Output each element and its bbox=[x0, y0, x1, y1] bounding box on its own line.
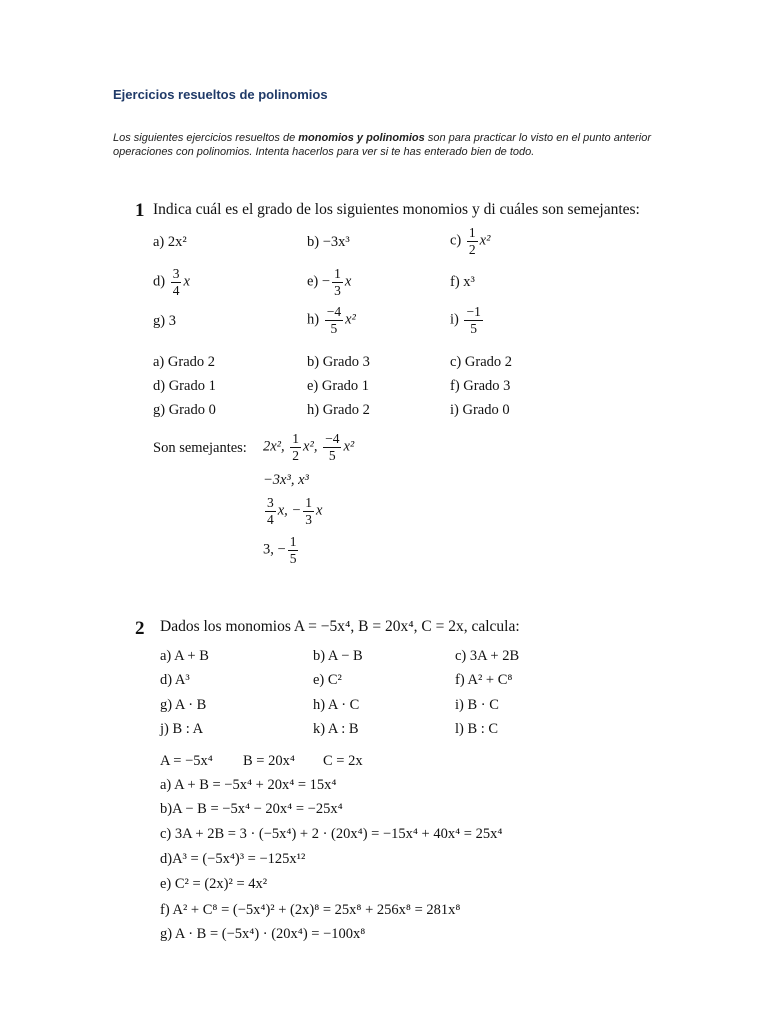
fraction-numerator: 1 bbox=[334, 266, 341, 281]
fraction bbox=[171, 267, 182, 297]
definition-a: A = −5x⁴ bbox=[160, 753, 213, 769]
fraction bbox=[467, 226, 478, 256]
monomial-e-var: x bbox=[344, 273, 352, 290]
definition-c: C = 2x bbox=[323, 753, 363, 769]
fraction-numerator: 1 bbox=[468, 225, 476, 240]
grade-e: e) Grado 1 bbox=[307, 378, 370, 394]
fraction-numerator: 1 bbox=[305, 495, 312, 510]
intro-text-before: Los siguientes ejercicios resueltos de bbox=[113, 132, 299, 144]
fraction bbox=[464, 305, 482, 335]
solution-e: e) C² = (2x)² = 4x² bbox=[160, 876, 268, 892]
fraction-denominator: 3 bbox=[305, 511, 312, 527]
semejantes-term: 2x², bbox=[263, 438, 289, 455]
grade-h: h) Grado 2 bbox=[307, 402, 370, 418]
operation-b: b) A − B bbox=[313, 648, 363, 664]
fraction-denominator: 5 bbox=[289, 550, 297, 566]
monomial-f: f) x³ bbox=[450, 274, 475, 290]
intro-line-1 bbox=[113, 132, 651, 144]
fraction-denominator: 5 bbox=[470, 320, 478, 336]
fraction-denominator: 2 bbox=[292, 447, 300, 463]
grade-g: g) Grado 0 bbox=[153, 402, 216, 418]
semejantes-term: x² bbox=[343, 438, 355, 455]
grade-c: c) Grado 2 bbox=[450, 354, 513, 370]
monomial-e bbox=[307, 267, 351, 297]
grade-i: i) Grado 0 bbox=[450, 402, 510, 418]
semejantes-group-2: −3x³, x³ bbox=[263, 472, 309, 488]
operation-h: h) A · C bbox=[313, 697, 360, 713]
fraction-numerator: −4 bbox=[326, 304, 342, 319]
fraction-numerator: −1 bbox=[466, 304, 481, 319]
exercise-2-statement: Dados los monomios A = −5x⁴, B = 20x⁴, C = 2x, calcula: bbox=[160, 618, 520, 635]
semejantes-term: x bbox=[315, 502, 323, 519]
exercise-1-number: 1 bbox=[135, 200, 145, 221]
intro-text-bold: monomios y polinomios bbox=[298, 132, 425, 144]
monomial-d bbox=[153, 267, 190, 297]
monomial-h-label: h) bbox=[307, 311, 320, 328]
grade-a: a) Grado 2 bbox=[153, 354, 216, 370]
fraction bbox=[323, 432, 341, 462]
fraction-numerator: 3 bbox=[172, 266, 180, 281]
operation-i: i) B · C bbox=[455, 697, 499, 713]
monomial-i-label: i) bbox=[450, 311, 459, 328]
grade-b: b) Grado 3 bbox=[307, 354, 370, 370]
fraction-denominator: 4 bbox=[172, 282, 180, 298]
monomial-g: g) 3 bbox=[153, 313, 176, 329]
solution-b: b)A − B = −5x⁴ − 20x⁴ = −25x⁴ bbox=[160, 801, 343, 817]
semejantes-label: Son semejantes: bbox=[153, 440, 247, 456]
operation-d: d) A³ bbox=[160, 672, 190, 688]
fraction bbox=[332, 267, 343, 297]
operation-c: c) 3A + 2B bbox=[455, 648, 520, 664]
operation-l: l) B : C bbox=[455, 721, 499, 737]
fraction bbox=[290, 432, 301, 462]
operation-f: f) A² + C⁸ bbox=[455, 672, 513, 688]
fraction-denominator: 4 bbox=[267, 511, 274, 527]
fraction bbox=[288, 535, 299, 565]
fraction-denominator: 5 bbox=[330, 320, 338, 336]
solution-d: d)A³ = (−5x⁴)³ = −125x¹² bbox=[160, 851, 306, 867]
monomial-c-var: x² bbox=[479, 232, 491, 249]
exercise-1-statement: Indica cuál es el grado de los siguientes monomios y di cuáles son semejantes: bbox=[153, 201, 640, 218]
fraction-denominator: 3 bbox=[334, 282, 341, 298]
monomial-h-var: x² bbox=[345, 311, 356, 328]
semejantes-group-1 bbox=[263, 432, 354, 462]
monomial-d-label: d) bbox=[153, 273, 166, 290]
fraction-numerator: 3 bbox=[267, 495, 274, 510]
exercise-2-number: 2 bbox=[135, 618, 145, 639]
operation-j: j) B : A bbox=[160, 721, 204, 737]
monomial-c bbox=[450, 226, 490, 256]
intro-line-2: operaciones con polinomios. Intenta hacerlos para ver si te has enterado bien de todo. bbox=[113, 146, 535, 158]
operation-a: a) A + B bbox=[160, 648, 209, 664]
operation-e: e) C² bbox=[313, 672, 342, 688]
solution-g: g) A · B = (−5x⁴) · (20x⁴) = −100x⁸ bbox=[160, 926, 366, 942]
fraction-numerator: 1 bbox=[292, 431, 300, 446]
monomial-h bbox=[307, 305, 356, 335]
fraction bbox=[265, 496, 276, 526]
solution-a: a) A + B = −5x⁴ + 20x⁴ = 15x⁴ bbox=[160, 777, 337, 793]
intro-text-after: son para practicar lo visto en el punto anterior bbox=[424, 132, 652, 144]
fraction-numerator: −4 bbox=[325, 431, 340, 446]
operation-k: k) A : B bbox=[313, 721, 359, 737]
semejantes-term: x, − bbox=[277, 502, 302, 519]
solution-c: c) 3A + 2B = 3 · (−5x⁴) + 2 · (20x⁴) = −15x⁴ + 40x⁴ = 25x⁴ bbox=[160, 826, 503, 842]
fraction bbox=[303, 496, 314, 526]
semejantes-term: x², bbox=[303, 438, 322, 455]
monomial-b: b) −3x³ bbox=[307, 234, 350, 250]
monomial-c-label: c) bbox=[450, 232, 462, 249]
monomial-d-var: x bbox=[183, 273, 190, 290]
fraction-denominator: 5 bbox=[328, 447, 336, 463]
fraction-numerator: 1 bbox=[289, 534, 297, 549]
semejantes-term: 3, − bbox=[263, 541, 286, 558]
solution-f: f) A² + C⁸ = (−5x⁴)² + (2x)⁸ = 25x⁸ + 256x⁸ = 281x⁸ bbox=[160, 902, 461, 918]
semejantes-group-3 bbox=[263, 496, 322, 526]
grade-f: f) Grado 3 bbox=[450, 378, 511, 394]
monomial-e-label: e) − bbox=[307, 273, 331, 290]
document-title: Ejercicios resueltos de polinomios bbox=[113, 87, 328, 102]
monomial-i bbox=[450, 305, 485, 335]
fraction bbox=[325, 305, 343, 335]
fraction-denominator: 2 bbox=[468, 241, 476, 257]
grade-d: d) Grado 1 bbox=[153, 378, 216, 394]
monomial-a: a) 2x² bbox=[153, 234, 187, 250]
definition-b: B = 20x⁴ bbox=[243, 753, 295, 769]
semejantes-group-4 bbox=[263, 535, 300, 565]
operation-g: g) A · B bbox=[160, 697, 207, 713]
